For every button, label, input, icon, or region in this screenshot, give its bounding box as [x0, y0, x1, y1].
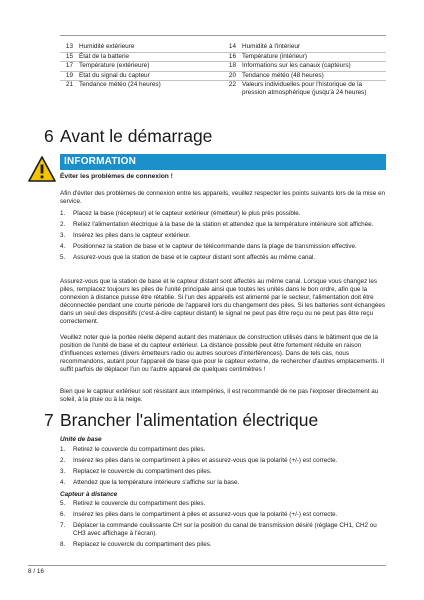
step-number: 6. — [60, 511, 66, 518]
base-unit-steps-list — [60, 446, 386, 490]
step-text: Attendez que la température intérieure s'affiche sur la base. — [73, 479, 240, 486]
legend-number: 20 — [223, 71, 242, 81]
section-7-heading — [44, 410, 318, 431]
step-text: Insérez les piles dans le compartiment à piles et assurez-vous que la polarité (+/-) est correcte. — [73, 457, 338, 464]
section-6-heading — [44, 126, 212, 147]
legend-label: Humidité extérieure — [79, 43, 135, 50]
legend-label: Température (extérieure) — [79, 62, 223, 72]
step-text: Replacez le couvercle du compartiment des piles. — [73, 541, 212, 548]
list-item — [60, 446, 386, 454]
step-number: 7. — [60, 522, 66, 529]
step-text: Insérez les piles dans le compartiment à piles et assurez-vous que la polarité (+/-) est correcte. — [73, 511, 338, 518]
list-item — [60, 468, 386, 476]
step-text: Placez la base (récepteur) et le capteur extérieur (émetteur) le plus près possible. — [73, 210, 301, 217]
step-text: Insérez les piles dans le capteur extérieur. — [73, 232, 191, 239]
legend-label: Humidité à l'intérieur — [242, 43, 301, 50]
section-number: 6 — [44, 126, 54, 146]
legend-label: Valeurs individuelles pour l'historique de la pression atmosphérique (jusqu'à 24 heures) — [242, 81, 386, 98]
table-row — [60, 71, 386, 81]
legend-number: 21 — [60, 81, 79, 98]
step-number: 8. — [60, 541, 66, 548]
step-number: 2. — [60, 457, 66, 464]
step-number: 5. — [60, 500, 66, 507]
legend-number: 19 — [60, 71, 79, 81]
display-legend-table — [60, 43, 386, 97]
step-text: Reliez l'alimentation électrique à la base de la station et attendez que la température intérieure soit affichée. — [73, 221, 374, 228]
warning-icon — [28, 156, 56, 182]
legend-label: Informations sur les canaux (capteurs) — [242, 62, 386, 72]
remote-sensor-subheading: Capteur à distance — [60, 491, 118, 498]
top-rule — [60, 35, 386, 36]
legend-number: 14 — [228, 43, 236, 50]
step-text: Assurez-vous que la station de base et le capteur distant sont affectés au même canal. — [73, 254, 316, 261]
intro-paragraph: Afin d'éviter des problèmes de connexion entre les appareils, veuillez respecter les points suivants lors de la mise en service. — [60, 190, 385, 205]
list-item — [60, 541, 386, 549]
paragraph: Bien que le capteur extérieur soit résistant aux intempéries, il est recommandé de ne pas l'exposer directement au soleil, à la pluie ou à la neige. — [60, 388, 379, 403]
table-row — [60, 81, 386, 98]
legend-label: Tendance météo (48 heures) — [242, 71, 386, 81]
step-number: 3. — [60, 468, 66, 475]
step-text: Retirez le couvercle du compartiment des piles. — [73, 500, 206, 507]
step-text: Replacez le couvercle du compartiment des piles. — [73, 468, 212, 475]
step-number: 1. — [60, 446, 66, 453]
base-unit-subheading: Unité de base — [60, 436, 102, 443]
information-box — [28, 154, 386, 186]
step-text: Déplacer la commande coulissante CH sur la position du canal de transmission désiré (réglage CH1, CH2 ou CH3 avec affichage à l'écran). — [73, 522, 377, 537]
section-number: 7 — [44, 410, 54, 430]
list-item: 2. Reliez l'alimentation électrique à la base de la station et attendez que la température intérieure soit affichée. — [60, 221, 374, 228]
legend-label: Tendance météo (24 heures) — [79, 81, 223, 98]
legend-number: 18 — [223, 62, 242, 72]
table-row — [60, 62, 386, 72]
list-item: 3. Insérez les piles dans le capteur extérieur. — [60, 232, 191, 239]
list-item: 4. Positionnez la station de base et le capteur de télécommande dans la plage de transmission effective. — [60, 243, 357, 250]
table-row — [60, 43, 386, 52]
step-text: Retirez le couvercle du compartiment des piles. — [73, 446, 206, 453]
list-item: 1. Placez la base (récepteur) et le capteur extérieur (émetteur) le plus près possible. — [60, 210, 301, 217]
legend-label: État de la batterie — [79, 52, 223, 62]
paragraph: Assurez-vous que la station de base et le capteur distant sont affectés au même canal. Lorsque vous changez les piles, remplacez toujours les piles de l'unité principale ainsi que toutes les unités dans le bon ordre, afin que la connexion à distance puisse être rétablie. Si l'un des appareils est alimenté par le secteur, l'alimentation doit être déconnectée pendant une courte période de l'appareil lors du changement des piles. Si les batteries sont échangées dans un seul des dispositifs (c'est-à-dire capteur distant) le signal ne peut pas être reçu ou ne peut pas être reçu correctement. — [60, 278, 386, 325]
step-text: Positionnez la station de base et le capteur de télécommande dans la plage de transmission effective. — [73, 243, 357, 250]
legend-number: 17 — [60, 62, 79, 72]
legend-number: 22 — [223, 81, 242, 98]
table-row — [60, 52, 386, 62]
list-item — [60, 522, 386, 538]
list-item — [60, 479, 386, 487]
list-item: 5. Assurez-vous que la station de base et le capteur distant sont affectés au même canal. — [60, 254, 316, 261]
legend-label: Etat du signal du capteur — [79, 71, 223, 81]
information-banner — [60, 154, 386, 170]
list-item — [60, 511, 386, 519]
information-label: INFORMATION — [64, 156, 137, 167]
step-number: 4. — [60, 479, 66, 486]
paragraph: Veuillez noter que la portée réelle dépend autant des matériaux de construction utilisés dans le bâtiment que de la position de l'unité de base et du capteur extérieur. La distance possible peut être fortement réduite en raison d'influences externes (divers émetteurs radio ou autres sources d'interférences). Dans de tels cas, nous recommandons, autant pour l'appareil de base que pour le capteur externe, de rechercher d'autres emplacements. Il suffit parfois de déplacer l'un ou l'autre appareil de quelques centimètres ! — [60, 334, 385, 373]
list-item — [60, 457, 386, 465]
connection-steps-list — [60, 210, 386, 265]
page-number: 8 / 16 — [28, 568, 44, 575]
legend-number: 15 — [60, 52, 79, 62]
footer-rule — [28, 565, 386, 566]
remote-sensor-steps-list — [60, 500, 386, 552]
legend-label: Température (intérieur) — [242, 52, 386, 62]
section-title: Avant le démarrage — [60, 126, 213, 146]
legend-number: 13 — [65, 43, 73, 50]
legend-number: 16 — [223, 52, 242, 62]
section-title: Brancher l'alimentation électrique — [60, 410, 319, 430]
list-item — [60, 500, 386, 508]
information-subtitle: Éviter les problèmes de connexion ! — [60, 173, 173, 180]
